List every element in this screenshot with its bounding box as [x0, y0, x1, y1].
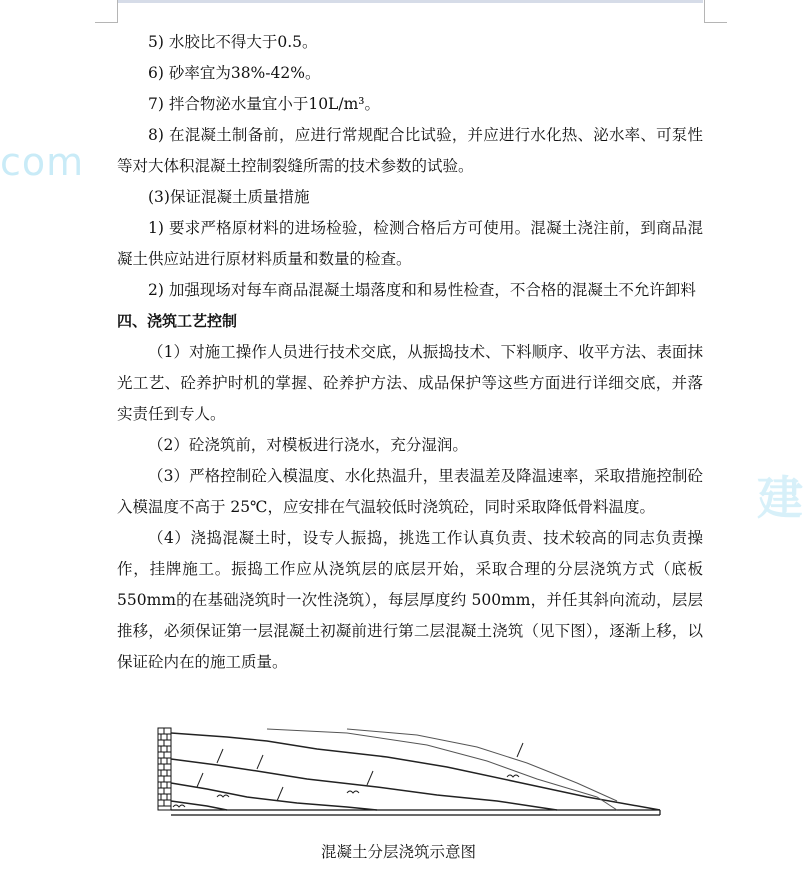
brick-wall [158, 728, 171, 810]
paragraph-item-6: 6) 砂率宜为38%-42%。 [148, 64, 321, 82]
paragraph-control-1: （1）对施工操作人员进行技术交底，从振捣技术、下料顺序、收平方法、表面抹光工艺、砼养护时机的掌握、砼养护方法、成品保护等这些方面进行详细交底，并落实责任到专人。 [117, 343, 703, 423]
subheading-quality-measures: (3)保证混凝土质量措施 [148, 188, 310, 206]
paragraph-control-3: （3）严格控制砼入模温度、水化热温升，里表温差及降温速率，采取措施控制砼入模温度不高于 25℃，应安排在气温较低时浇筑砼，同时采取降低骨料温度。 [117, 467, 703, 516]
paragraph-item-5: 5) 水胶比不得大于0.5。 [148, 33, 318, 51]
crop-mark-left [95, 0, 118, 23]
figure-caption: 混凝土分层浇筑示意图 [320, 843, 476, 861]
foundation-slab [171, 810, 660, 815]
watermark-right: 建 [757, 471, 803, 525]
paragraph-measure-2: 2) 加强现场对每车商品混凝土塌落度和和易性检查，不合格的混凝土不允许卸料 [148, 281, 696, 299]
paragraph-item-7: 7) 拌合物泌水量宜小于10L/m³。 [148, 95, 380, 113]
layered-pouring-diagram [157, 727, 661, 819]
paragraph-measure-1: 1) 要求严格原材料的进场检验，检测合格后方可使用。混凝土浇注前，到商品混凝土供应站进行原材料质量和数量的检查。 [117, 219, 703, 268]
watermark-left: com [0, 140, 85, 184]
crop-mark-right [704, 0, 727, 23]
section-heading: 四、浇筑工艺控制 [117, 312, 238, 330]
header-band [118, 0, 703, 3]
paragraph-item-8: 8) 在混凝土制备前，应进行常规配合比试验，并应进行水化热、泌水率、可泵性等对大体积混凝土控制裂缝所需的技术参数的试验。 [117, 126, 703, 175]
pouring-layer-lines [171, 733, 660, 810]
body-text [117, 27, 703, 678]
paragraph-control-2: （2）砼浇筑前，对模板进行浇水，充分湿润。 [148, 436, 468, 454]
paragraph-control-4: （4）浇捣混凝土时，设专人振捣，挑选工作认真负责、技术较高的同志负责操作，挂牌施工。振捣工作应从浇筑层的底层开始，采取合理的分层浇筑方式（底板550mm的在基础浇筑时一次性浇筑），每层厚度约 500mm，并任其斜向流动，层层推移，必须保证第一层混凝土初凝前进行第二层混凝土浇筑（见下图），逐渐上移，以保证砼内在的施工质量。 [117, 529, 703, 671]
construction-joint-lines [267, 729, 617, 810]
